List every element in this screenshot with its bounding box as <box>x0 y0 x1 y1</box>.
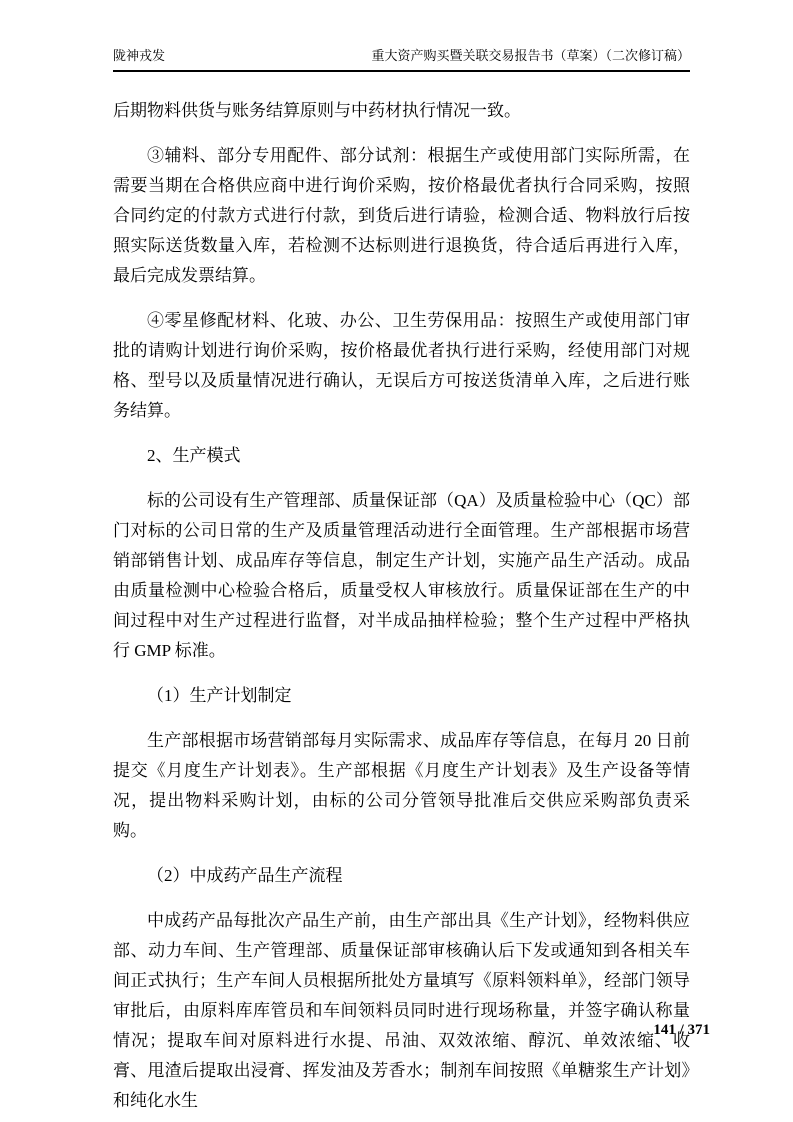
paragraph-production-plan-detail: 生产部根据市场营销部每月实际需求、成品库存等信息，在每月 20 日前提交《月度生产计划表》。生产部根据《月度生产计划表》及生产设备等情况，提出物料采购计划，由标的公司分管领导批准后交供应采购部负责采购。 <box>113 731 690 840</box>
subsection-heading-tcm-process: （2）中成药产品生产流程 <box>147 866 343 885</box>
paragraph-item-4-misc-supplies: ④零星修配材料、化玻、办公、卫生劳保用品：按照生产或使用部门审批的请购计划进行询价采购，按价格最优者执行进行采购，经使用部门对规格、型号以及质量情况进行确认，无误后方可按送货清单入库，之后进行账务结算。 <box>113 311 690 420</box>
paragraph-tcm-process-detail: 中成药产品每批次产品生产前，由生产部出具《生产计划》，经物料供应部、动力车间、生产管理部、质量保证部审核确认后下发或通知到各相关车间正式执行；生产车间人员根据所批处方量填写《原料领料单》，经部门领导审批后，由原料库库管员和车间领料员同时进行现场称量，并签字确认称量情况；提取车间对原料进行水提、吊油、双效浓缩、醇沉、单效浓缩、收膏、甩渣后提取出浸膏、挥发油及芳香水；制剂车间按照《单糖浆生产计划》和纯化水生 <box>113 911 690 1110</box>
header-company-name: 陇神戎发 <box>113 48 166 63</box>
header-report-title: 重大资产购买暨关联交易报告书（草案）（二次修订稿） <box>371 48 690 63</box>
paragraph-item-3-auxiliary-materials: ③辅料、部分专用配件、部分试剂：根据生产或使用部门实际所需，在需要当期在合格供应商中进行询价采购，按价格最优者执行合同采购，按照合同约定的付款方式进行付款，到货后进行请验，检测合适、物料放行后按照实际送货数量入库，若检测不达标则进行退换货，待合适后再进行入库，最后完成发票结算。 <box>113 146 690 285</box>
section-heading-production-mode: 2、生产模式 <box>147 446 241 465</box>
page-number: 141 / 371 <box>653 1022 710 1038</box>
document-body <box>113 96 690 1122</box>
page-header <box>113 47 690 72</box>
subsection-heading-production-plan: （1）生产计划制定 <box>147 686 292 705</box>
paragraph-carryover: 后期物料供货与账务结算原则与中药材执行情况一致。 <box>113 101 521 120</box>
paragraph-production-overview: 标的公司设有生产管理部、质量保证部（QA）及质量检验中心（QC）部门对标的公司日常的生产及质量管理活动进行全面管理。生产部根据市场营销部销售计划、成品库存等信息，制定生产计划，实施产品生产活动。成品由质量检测中心检验合格后，质量受权人审核放行。质量保证部在生产的中间过程中对生产过程进行监督，对半成品抽样检验；整个生产过程中严格执行 GMP 标准。 <box>113 491 690 660</box>
